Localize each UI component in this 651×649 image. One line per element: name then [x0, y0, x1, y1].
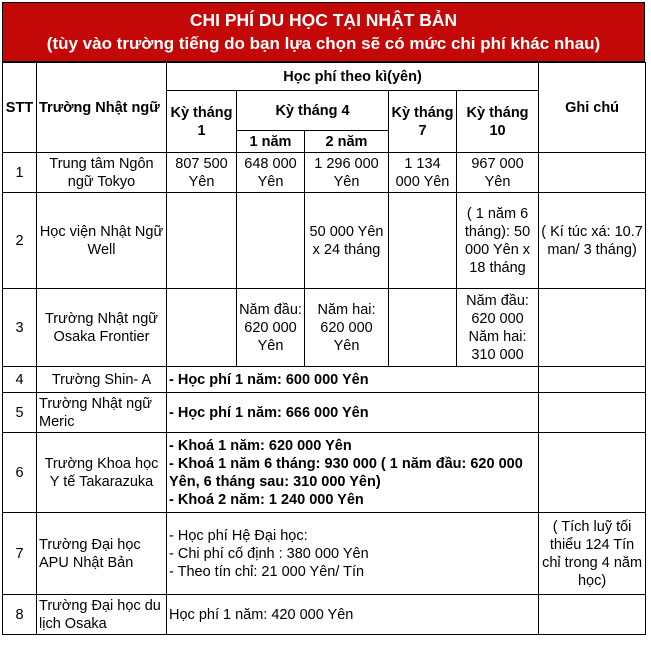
row-school: Trung tâm Ngôn ngữ Tokyo [37, 153, 167, 193]
row-note: ( Kí túc xá: 10.7 man/ 3 tháng) [539, 193, 646, 289]
tuition-line: - Chi phí cố định : 380 000 Yên [169, 545, 369, 562]
title-subtitle: (tùy vào trường tiếng do bạn lựa chọn sẽ có mức chi phí khác nhau) [46, 34, 601, 53]
row-note [539, 153, 646, 193]
header-tuition: Học phí theo kì(yên) [167, 63, 539, 91]
row-term10: ( 1 năm 6 tháng): 50 000 Yên x 18 tháng [457, 193, 539, 289]
table-row [3, 433, 646, 513]
header-term1: Kỳ tháng 1 [167, 91, 237, 153]
row-term10: 967 000 Yên [457, 153, 539, 193]
table-row [3, 153, 646, 193]
header-row-1 [3, 63, 646, 91]
row-note [539, 393, 646, 433]
header-stt: STT [3, 63, 37, 153]
row-tuition: Học phí 1 năm: 420 000 Yên [167, 595, 539, 635]
row-school: Học viện Nhật Ngữ Well [37, 193, 167, 289]
row-stt: 6 [3, 433, 37, 513]
row-term1: 807 500 Yên [167, 153, 237, 193]
table-row [3, 193, 646, 289]
row-stt: 2 [3, 193, 37, 289]
header-notes: Ghi chú [539, 63, 646, 153]
tuition-line: - Khoá 1 năm 6 tháng: 930 000 ( 1 năm đầu: 620 000 Yên, 6 tháng sau: 310 000 Yên) [169, 455, 523, 490]
table-row [3, 595, 646, 635]
table-row [3, 513, 646, 595]
row-note [539, 595, 646, 635]
row-term10: Năm đầu: 620 000 Năm hai: 310 000 [457, 289, 539, 367]
row-term4-2year: Năm hai: 620 000 Yên [305, 289, 389, 367]
row-tuition [167, 433, 539, 513]
tuition-line: - Khoá 1 năm: 620 000 Yên [169, 437, 352, 454]
row-term7 [389, 193, 457, 289]
row-stt: 5 [3, 393, 37, 433]
row-school: Trường Nhật ngữ Meric [37, 393, 167, 433]
row-stt: 4 [3, 367, 37, 393]
tuition-table [2, 62, 646, 635]
row-tuition [167, 513, 539, 595]
table-row [3, 367, 646, 393]
row-tuition: - Học phí 1 năm: 600 000 Yên [167, 367, 539, 393]
tuition-line: - Học phí Hệ Đại học: [169, 527, 308, 544]
title-main: CHI PHÍ DU HỌC TẠI NHẬT BẢN [189, 10, 458, 30]
row-stt: 1 [3, 153, 37, 193]
row-tuition: - Học phí 1 năm: 666 000 Yên [167, 393, 539, 433]
row-stt: 7 [3, 513, 37, 595]
row-term4-2year: 1 296 000 Yên [305, 153, 389, 193]
row-note [539, 289, 646, 367]
table-row [3, 393, 646, 433]
header-term10: Kỳ tháng 10 [457, 91, 539, 153]
row-term4-1year: 648 000 Yên [237, 153, 305, 193]
row-term1 [167, 193, 237, 289]
row-school: Trường Shin- A [37, 367, 167, 393]
row-term7 [389, 289, 457, 367]
row-stt: 3 [3, 289, 37, 367]
header-term7: Kỳ tháng 7 [389, 91, 457, 153]
row-school: Trường Khoa học Y tế Takarazuka [37, 433, 167, 513]
row-note [539, 367, 646, 393]
row-school: Trường Nhật ngữ Osaka Frontier [37, 289, 167, 367]
row-term1 [167, 289, 237, 367]
tuition-line: - Theo tín chỉ: 21 000 Yên/ Tín [169, 563, 365, 580]
header-term4-1year: 1 năm [237, 131, 305, 153]
header-term4: Kỳ tháng 4 [237, 91, 389, 131]
table-row [3, 289, 646, 367]
row-note [539, 433, 646, 513]
row-note: ( Tích luỹ tối thiểu 124 Tín chỉ trong 4 năm học) [539, 513, 646, 595]
row-term4-1year: Năm đầu: 620 000 Yên [237, 289, 305, 367]
row-term4-1year [237, 193, 305, 289]
row-term4-2year: 50 000 Yên x 24 tháng [305, 193, 389, 289]
header-term4-2year: 2 năm [305, 131, 389, 153]
header-school: Trường Nhật ngữ [37, 63, 167, 153]
row-school: Trường Đại học APU Nhật Bản [37, 513, 167, 595]
tuition-line: - Khoá 2 năm: 1 240 000 Yên [169, 491, 364, 508]
row-stt: 8 [3, 595, 37, 635]
title-banner [2, 2, 645, 62]
row-school: Trường Đại học du lịch Osaka [37, 595, 167, 635]
row-term7: 1 134 000 Yên [389, 153, 457, 193]
